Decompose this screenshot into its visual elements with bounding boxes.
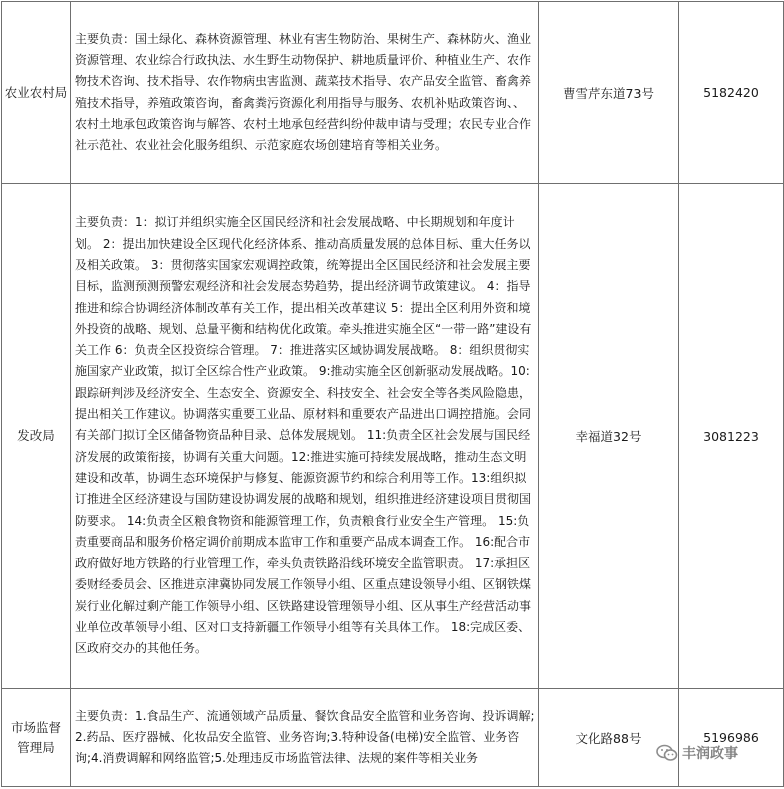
department-phone: 3081223 xyxy=(679,184,784,689)
department-table xyxy=(1,1,784,787)
watermark xyxy=(656,741,774,765)
watermark-text: 丰润政事 xyxy=(682,746,738,762)
table-row xyxy=(2,184,784,689)
department-name: 发改局 xyxy=(2,184,71,689)
department-name: 市场监督管理局 xyxy=(2,689,71,787)
department-name: 农业农村局 xyxy=(2,2,71,184)
department-duties: 主要负责：国土绿化、森林资源管理、林业有害生物防治、果树生产、森林防火、渔业资源管理、农业综合行政执法、水生野生动物保护、耕地质量评价、种植业生产、农作物技术咨询、技术指导、农作物病虫害监测、蔬菜技术指导、农产品安全监管、畜禽养殖技术指导，养殖政策咨询，畜禽粪污资源化利用指导与服务、农机补贴政策咨询、、农村土地承包政策咨询与解答、农村土地承包经营纠纷仲裁申请与受理；农民专业合作社示范社、农业社会化服务组织、示范家庭农场创建培育等相关业务。 xyxy=(71,2,539,184)
table-row xyxy=(2,2,784,184)
department-phone: 5196986 xyxy=(679,689,784,787)
department-duties: 主要负责：1.食品生产、流通领域产品质量、餐饮食品安全监管和业务咨询、投诉调解;2.药品、医疗器械、化妆品安全监管、业务咨询;3.特种设备(电梯)安全监管、业务咨询;4.消费调解和网络监管;5.处理违反市场监管法律、法规的案件等相关业务 xyxy=(71,689,539,787)
department-duties: 主要负责：1：拟订并组织实施全区国民经济和社会发展战略、中长期规划和年度计划。 2：提出加快建设全区现代化经济体系、推动高质量发展的总体目标、重大任务以及相关政策。 3：贯彻落实国家宏观调控政策，统筹提出全区国民经济和社会发展主要目标，监测预测预警宏观经济和社会发展态势趋势，提出经济调节政策建议。 4：指导推进和综合协调经济体制改革有关工作，提出相关改革建议 5：提出全区利用外资和境外投资的战略、规划、总量平衡和结构优化政策。牵头推进实施全区“一带一路”建设有关工作 6：负责全区投资综合管理。 7：推进落实区域协调发展战略。 8：组织贯彻实施国家产业政策，拟订全区综合性产业政策。 9:推动实施全区创新驱动发展战略。10:跟踪研判涉及经济安全、生态安全、资源安全、科技安全、社会安全等各类风险隐患，提出相关工作建议。协调落实重要工业品、原材料和重要农产品进出口调控措施。会同有关部门拟订全区储备物资品种目录、总体发展规划。 11:负责全区社会发展与国民经济发展的政策衔接，协调有关重大问题。12:推进实施可持续发展战略，推动生态文明建设和改革，协调生态环境保护与修复、能源资源节约和综合利用等工作。13:组织拟订推进全区经济建设与国防建设协调发展的战略和规划，组织推进经济建设项目贯彻国防要求。 14:负责全区粮食物资和能源管理工作，负责粮食行业安全生产管理。 15:负责重要商品和服务价格定调价前期成本监审工作和重要产品成本调查工作。 16:配合市政府做好地方铁路的行业管理工作，牵头负责铁路沿线环境安全监管职责。 17:承担区委财经委员会、区推进京津冀协同发展工作领导小组、区重点建设领导小组、区钢铁煤炭行业化解过剩产能工作领导小组、区铁路建设管理领导小组、区从事生产经营活动事业单位改革领导小组、区对口支持新疆工作领导小组等有关具体工作。 18:完成区委、区政府交办的其他任务。 xyxy=(71,184,539,689)
wechat-icon xyxy=(656,744,678,762)
department-phone: 5182420 xyxy=(679,2,784,184)
department-address: 曹雪芹东道73号 xyxy=(539,2,679,184)
table-row xyxy=(2,689,784,787)
department-address: 文化路88号 xyxy=(539,689,679,787)
department-address: 幸福道32号 xyxy=(539,184,679,689)
